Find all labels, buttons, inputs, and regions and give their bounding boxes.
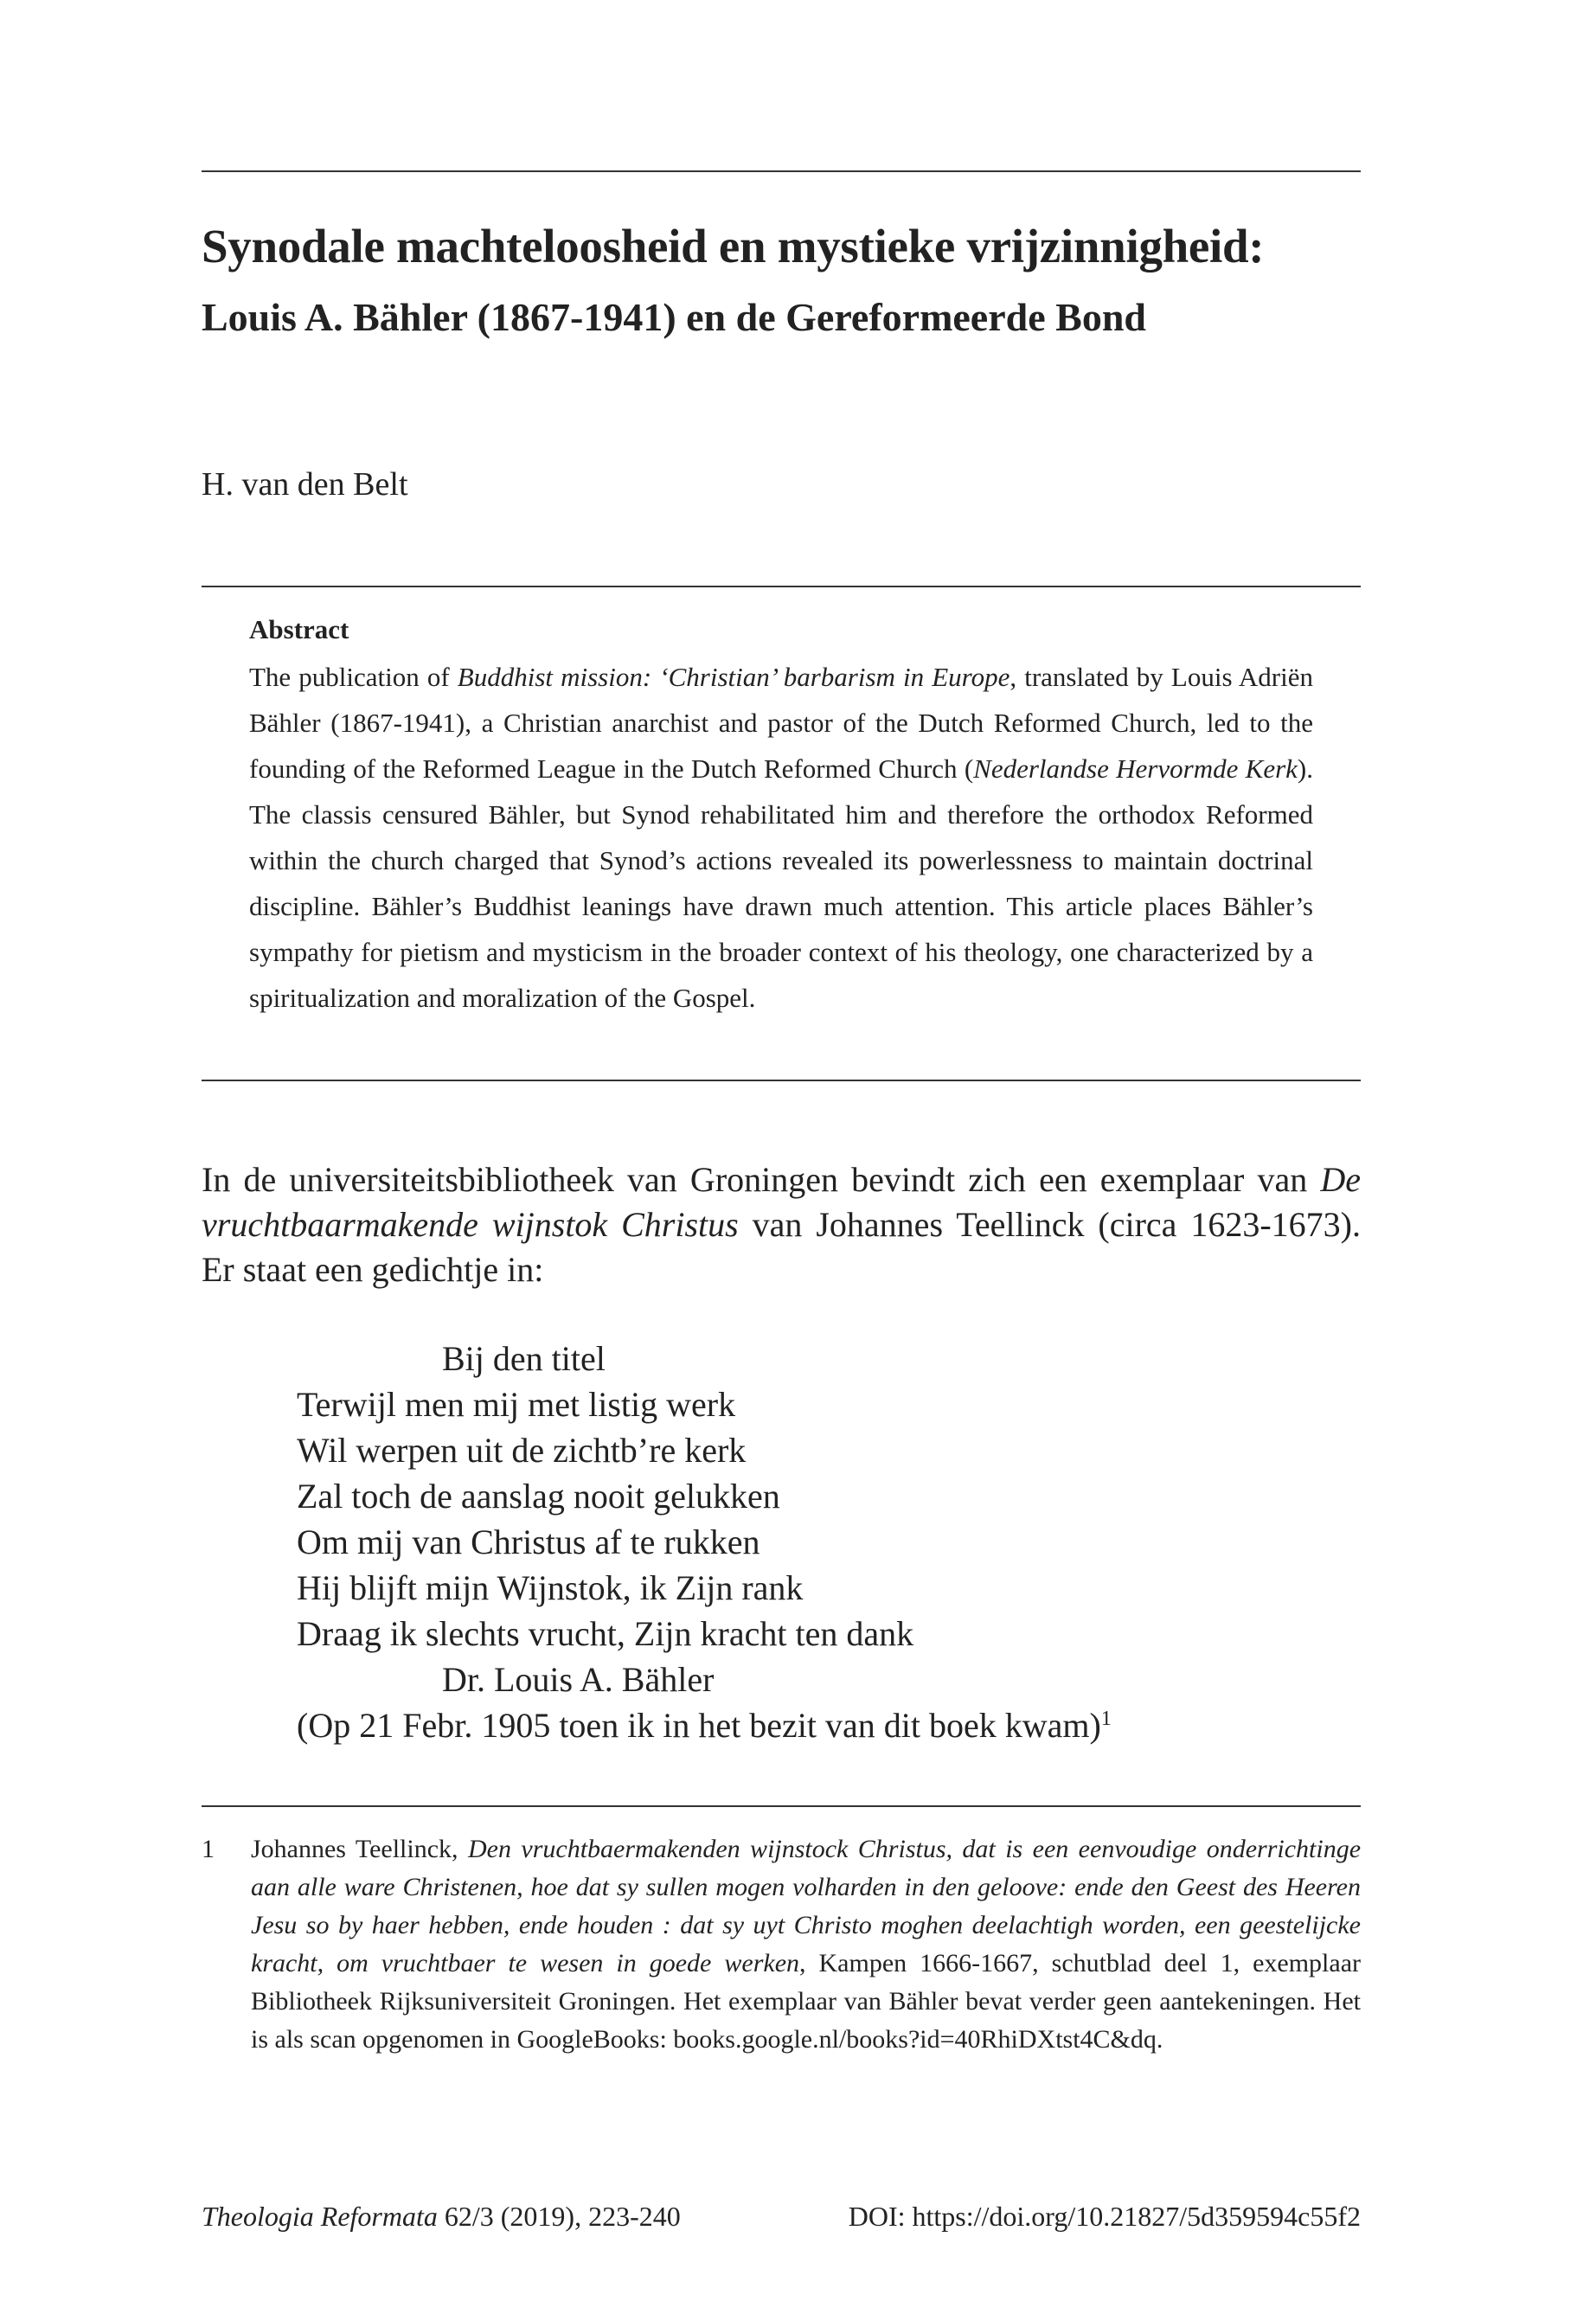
abstract-church-name: Nederlandse Hervormde Kerk [973, 753, 1298, 784]
footnote-plain: Johannes Teellinck, [251, 1835, 468, 1863]
abstract-book-title: Buddhist mission: ‘Christian’ barbarism in Europe [457, 662, 1010, 692]
poem-line: Om mij van Christus af te rukken [297, 1522, 760, 1561]
journal-name: Theologia Reformata [202, 2201, 438, 2232]
abstract-bottom-rule [202, 1080, 1361, 1081]
footnote-rule [202, 1805, 1361, 1807]
intro-text: In de universiteitsbibliotheek van Groningen bevindt zich een exemplaar van [202, 1160, 1321, 1199]
intro-book-title: De vruchtbaarmakende wijnstok Christus [202, 1160, 1361, 1244]
abstract-text: , translated by Louis Adriën Bähler (1867-1941), a Christian anarchist and pastor of the Dutch Reformed Church, led to the founding of the Reformed League in the Dutch Reformed Church ( [249, 662, 1313, 784]
abstract-body [249, 654, 1313, 1021]
footnote-reference[interactable]: 1 [1100, 1708, 1112, 1730]
poem [297, 1336, 1112, 1748]
footnote-text [251, 1830, 1361, 2059]
author-name: H. van den Belt [202, 466, 408, 503]
footnote [202, 1830, 1361, 2059]
intro-paragraph [202, 1157, 1361, 1292]
poem-line: Wil werpen uit de zichtb’re kerk [297, 1431, 747, 1470]
footnote-number: 1 [202, 1835, 215, 1863]
poem-note [297, 1702, 1112, 1748]
poem-note-text: (Op 21 Febr. 1905 toen ik in het bezit van dit boek kwam) [297, 1706, 1101, 1745]
abstract-top-rule [202, 586, 1361, 587]
abstract-text: The publication of [249, 662, 458, 692]
poem-line: Draag ik slechts vrucht, Zijn kracht ten dank [297, 1614, 914, 1653]
poem-signature: Dr. Louis A. Bähler [442, 1660, 715, 1699]
abstract [249, 611, 1313, 1021]
poem-line: Hij blijft mijn Wijnstok, ik Zijn rank [297, 1568, 804, 1607]
journal-volume: 62/3 (2019), 223-240 [437, 2201, 681, 2232]
doi-link[interactable]: DOI: https://doi.org/10.21827/5d359594c55f2 [848, 2201, 1361, 2232]
abstract-text: ). The classis censured Bähler, but Synod rehabilitated him and therefore the orthodox Reformed within the church charged that Synod’s actions revealed its powerlessness to maintain doctrinal discipline. Bähler’s Buddhist leanings have drawn much attention. This article places Bähler’s sympathy for pietism and mysticism in the broader context of his theology, one characterized by a spiritualization and moralization of the Gospel. [249, 753, 1313, 1013]
abstract-heading: Abstract [249, 614, 349, 644]
poem-line: Zal toch de aanslag nooit gelukken [297, 1477, 780, 1516]
footnote-book-title: Den vruchtbaermakenden wijnstock Christus, dat is een eenvoudige onderrichtinge aan alle ware Christenen, hoe dat sy sullen mogen volharden in den geloove: ende den Geest des Heeren Jesu so by haer hebben, ende houden : dat sy uyt Christo moghen deelachtigh worden, een geestelijcke kracht, om vruchtbaer te wesen in goede werken [251, 1835, 1362, 1977]
poem-line: Terwijl men mij met listig werk [297, 1385, 736, 1424]
poem-heading: Bij den titel [442, 1339, 606, 1378]
top-rule [202, 170, 1361, 172]
journal-citation [202, 2199, 681, 2234]
article-title: Synodale machteloosheid en mystieke vrijzinnigheid: [202, 220, 1265, 272]
intro-text: van Johannes Teellinck (circa 1623-1673). Er staat een gedichtje in: [202, 1205, 1361, 1289]
footnote-plain: , Kampen 1666-1667, schutblad deel 1, exemplaar Bibliotheek Rijksuniversiteit Groningen. Het exemplaar van Bähler bevat verder geen aantekeningen. Het is als scan opgenomen in GoogleBooks: books.google.nl/books?id=40RhiDXtst4C&dq. [251, 1949, 1362, 2054]
article-subtitle: Louis A. Bähler (1867-1941) en de Gereformeerde Bond [202, 295, 1146, 339]
